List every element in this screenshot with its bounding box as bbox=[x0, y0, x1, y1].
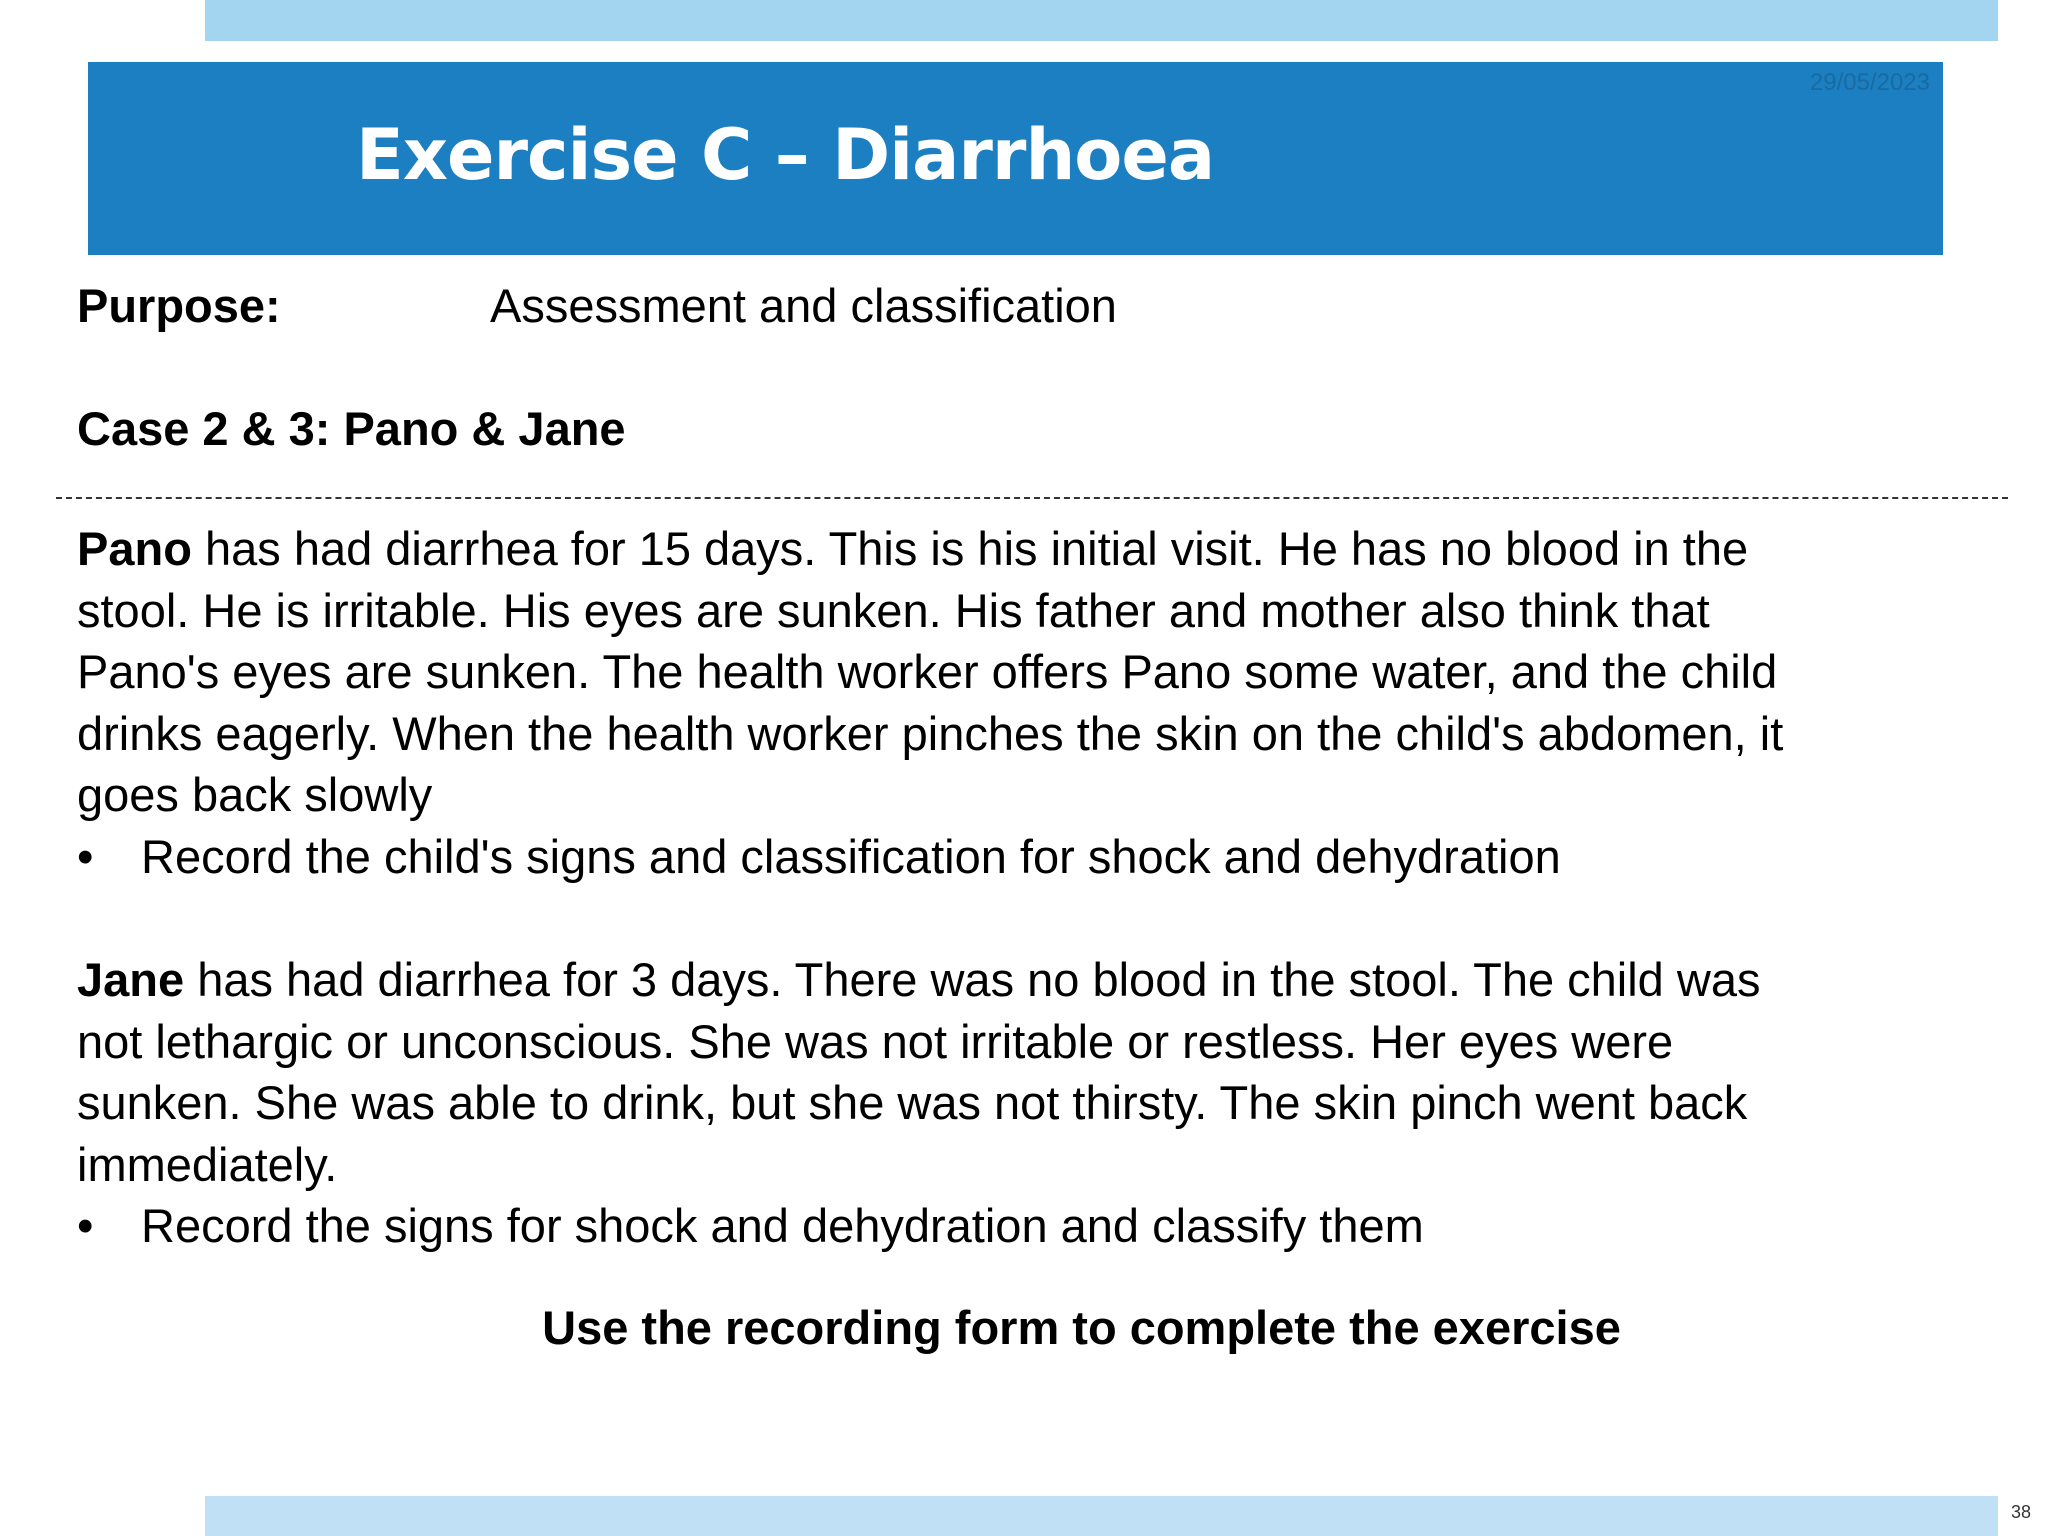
title-banner bbox=[88, 62, 1943, 255]
jane-bullet bbox=[77, 1195, 1424, 1257]
pano-line-3: Pano's eyes are sunken. The health worker offers Pano some water, and the child bbox=[77, 645, 1778, 698]
jane-line-1-text: has had diarrhea for 3 days. There was no blood in the stool. The child was bbox=[184, 953, 1761, 1006]
dashed-divider bbox=[56, 497, 2008, 499]
purpose-value: Assessment and classification bbox=[490, 279, 1117, 332]
slide-title: Exercise C – Diarrhoea bbox=[356, 114, 1215, 196]
pano-line-1-text: has had diarrhea for 15 days. This is his initial visit. He has no blood in the bbox=[191, 522, 1749, 575]
top-accent-bar bbox=[205, 0, 1998, 41]
pano-line-1 bbox=[77, 518, 1977, 580]
purpose-label: Purpose: bbox=[77, 279, 281, 332]
bullet-glyph: • bbox=[77, 830, 94, 883]
footer-note: Use the recording form to complete the exercise bbox=[542, 1301, 1621, 1354]
case-title: Case 2 & 3: Pano & Jane bbox=[77, 402, 626, 455]
jane-bullet-text: Record the signs for shock and dehydration and classify them bbox=[141, 1199, 1424, 1252]
jane-paragraph bbox=[77, 949, 1977, 1195]
pano-line-2: stool. He is irritable. His eyes are sunken. His father and mother also think that bbox=[77, 583, 1710, 637]
jane-line-3: sunken. She was able to drink, but she was not thirsty. The skin pinch went back bbox=[77, 1076, 1748, 1129]
jane-line-1 bbox=[77, 949, 1977, 1011]
jane-line-4: immediately. bbox=[77, 1137, 338, 1191]
page-number: 38 bbox=[2010, 1502, 2031, 1522]
bullet-glyph: • bbox=[77, 1199, 94, 1252]
slide-date: 29/05/2023 bbox=[1809, 69, 1930, 96]
jane-name: Jane bbox=[77, 953, 185, 1006]
pano-line-5: goes back slowly bbox=[77, 768, 433, 821]
jane-line-2: not lethargic or unconscious. She was not irritable or restless. Her eyes were bbox=[77, 1014, 1674, 1068]
pano-name: Pano bbox=[77, 522, 192, 575]
pano-line-4: drinks eagerly. When the health worker pinches the skin on the child's abdomen, it bbox=[77, 706, 1784, 760]
pano-paragraph bbox=[77, 518, 1977, 826]
pano-bullet-text: Record the child's signs and classification for shock and dehydration bbox=[141, 830, 1561, 883]
bottom-accent-bar bbox=[205, 1496, 1998, 1536]
pano-bullet bbox=[77, 826, 1561, 888]
